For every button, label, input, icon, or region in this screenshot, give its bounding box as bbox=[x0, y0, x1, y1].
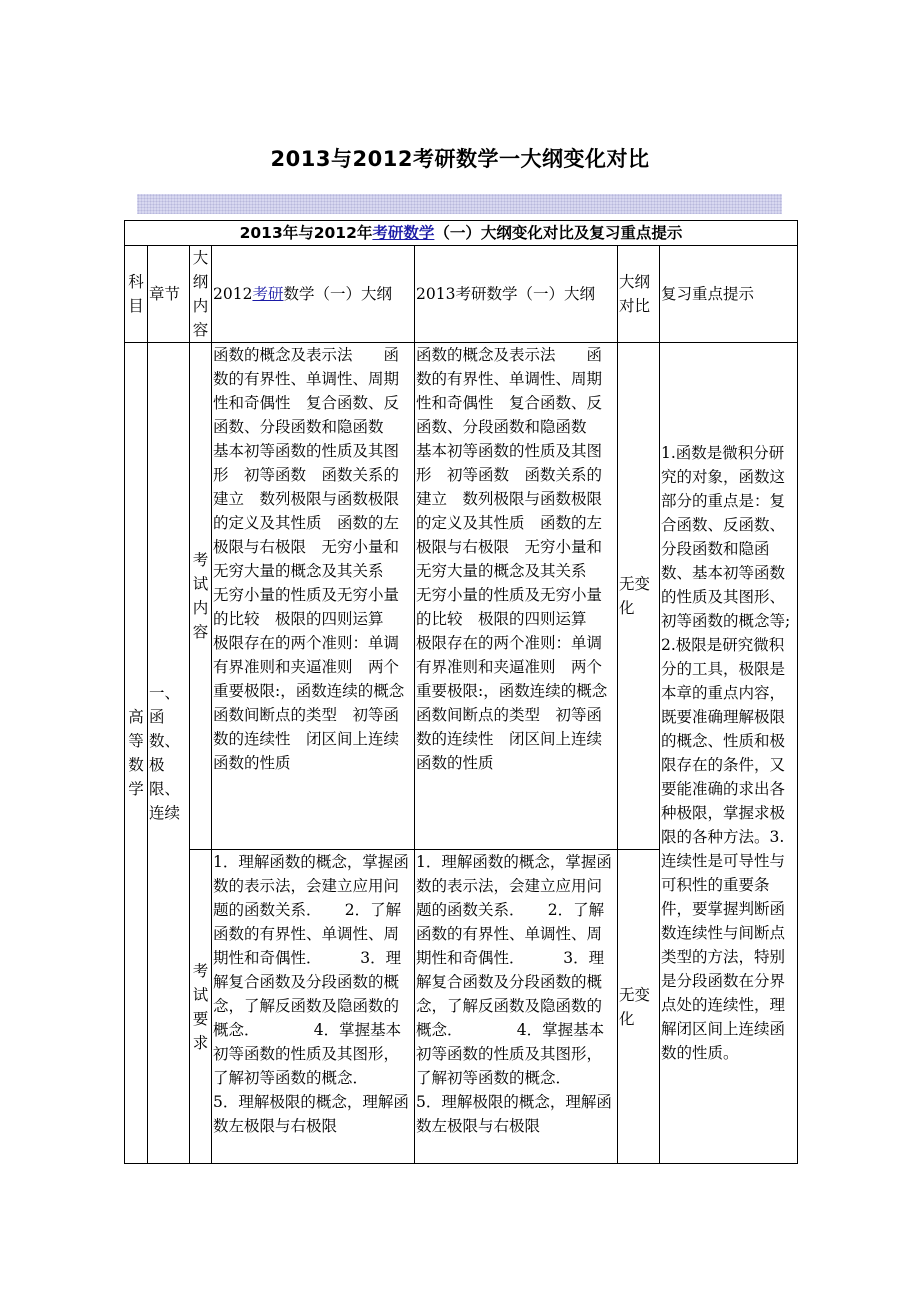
header-2013-outline: 2013考研数学（一）大纲 bbox=[415, 246, 618, 343]
subject-cell: 高等数学 bbox=[125, 343, 148, 1164]
decorative-banner bbox=[137, 194, 782, 214]
row-type-requirements: 考试要求 bbox=[190, 850, 212, 1164]
header-outline-content: 大纲内容 bbox=[190, 246, 212, 343]
requirements-2012: 1．理解函数的概念，掌握函数的表示法，会建立应用问题的函数关系． 2．了解函数的有界性、单调性、周期性和奇偶性． 3．理解复合函数及分段函数的概念，了解反函数及隐函数的概念． 4．掌握基本初等函数的性质及其图形，了解初等函数的概念． 5．理解极限的概念，理解函数左极限与右极限 bbox=[212, 850, 415, 1164]
table-title: 2013年与2012年考研数学（一）大纲变化对比及复习重点提示 bbox=[125, 221, 798, 246]
header-2012-outline: 2012考研数学（一）大纲 bbox=[212, 246, 415, 343]
comparison-content: 无变化 bbox=[618, 343, 660, 850]
kaoyan-link[interactable]: 考研 bbox=[252, 285, 284, 303]
content-2013: 函数的概念及表示法 函数的有界性、单调性、周期性和奇偶性 复合函数、反函数、分段函数和隐函数 基本初等函数的性质及其图形 初等函数 函数关系的建立 数列极限与函数极限的定义及其性质 函数的左极限与右极限 无穷小量和无穷大量的概念及其关系 无穷小量的性质及无穷小量的比较 极限的四则运算 极限存在的两个准则：单调有界准则和夹逼准则 两个重要极限:，函数连续的概念 函数间断点的类型 初等函数的连续性 闭区间上连续函数的性质 bbox=[415, 343, 618, 850]
header-subject: 科目 bbox=[125, 246, 148, 343]
header-comparison: 大纲对比 bbox=[618, 246, 660, 343]
header-chapter: 章节 bbox=[148, 246, 190, 343]
requirements-2013: 1．理解函数的概念，掌握函数的表示法，会建立应用问题的函数关系． 2．了解函数的有界性、单调性、周期性和奇偶性． 3．理解复合函数及分段函数的概念，了解反函数及隐函数的概念． 4．掌握基本初等函数的性质及其图形，了解初等函数的概念． 5．理解极限的概念，理解函数左极限与右极限 bbox=[415, 850, 618, 1164]
chapter-cell: 一、函数、极限、连续 bbox=[148, 343, 190, 1164]
kaoyan-math-link[interactable]: 考研数学 bbox=[372, 224, 435, 242]
row-type-content: 考试内容 bbox=[190, 343, 212, 850]
content-2012: 函数的概念及表示法 函数的有界性、单调性、周期性和奇偶性 复合函数、反函数、分段函数和隐函数 基本初等函数的性质及其图形 初等函数 函数关系的建立 数列极限与函数极限的定义及其性质 函数的左极限与右极限 无穷小量和无穷大量的概念及其关系 无穷小量的性质及无穷小量的比较 极限的四则运算 极限存在的两个准则：单调有界准则和夹逼准则 两个重要极限:，函数连续的概念 函数间断点的类型 初等函数的连续性 闭区间上连续函数的性质 bbox=[212, 343, 415, 850]
comparison-requirements: 无变化 bbox=[618, 850, 660, 1164]
document-title: 2013与2012考研数学一大纲变化对比 bbox=[270, 147, 650, 171]
outline-comparison-table bbox=[124, 220, 798, 1164]
review-tip: 1.函数是微积分研究的对象，函数这部分的重点是：复合函数、反函数、分段函数和隐函数、基本初等函数的性质及其图形、初等函数的概念等;2.极限是研究微积分的工具，极限是本章的重点内容，既要准确理解极限的概念、性质和极限存在的条件，又要能准确的求出各种极限，掌握求极限的各种方法。3.连续性是可导性与可积性的重要条件，要掌握判断函数连续性与间断点类型的方法，特别是分段函数在分界点处的连续性，理解闭区间上连续函数的性质。 bbox=[660, 343, 798, 1164]
header-review-points: 复习重点提示 bbox=[660, 246, 798, 343]
